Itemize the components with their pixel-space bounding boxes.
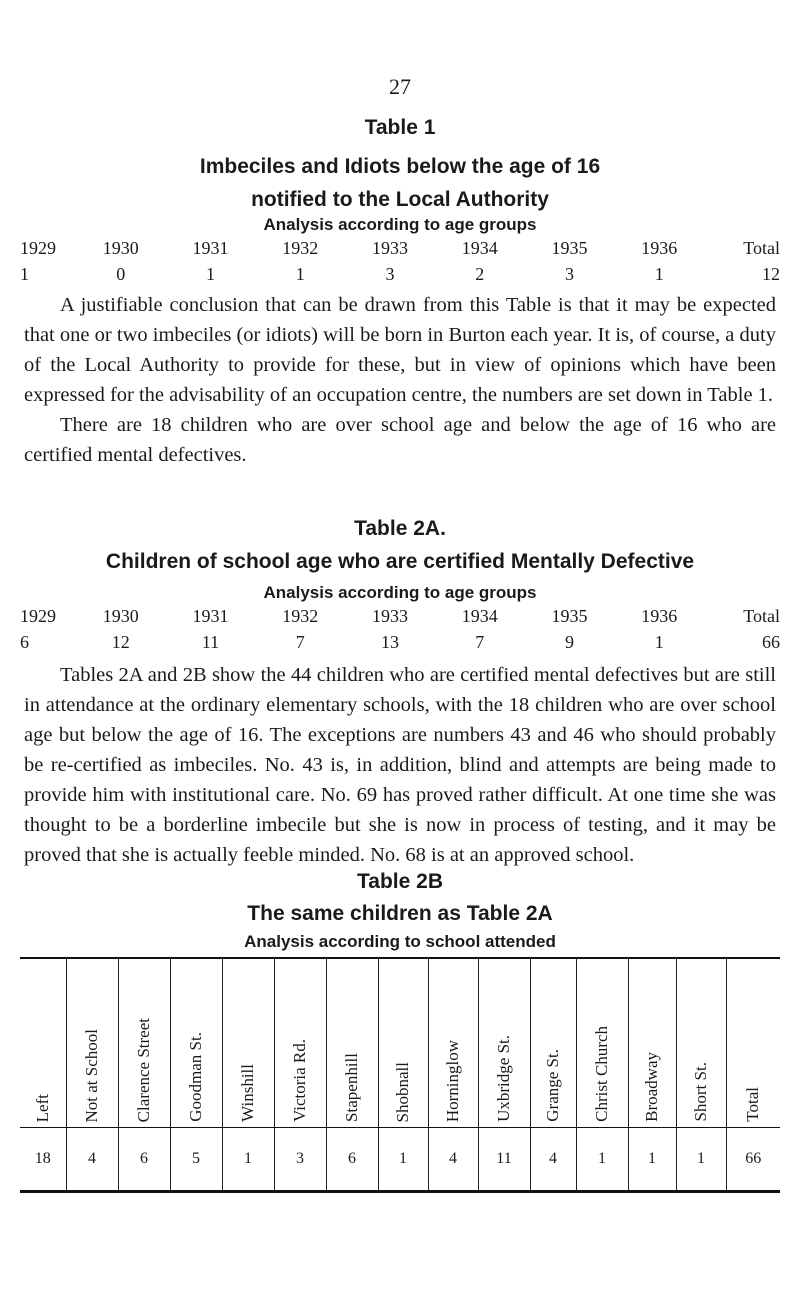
school-column-header	[222, 958, 274, 1128]
table2a-title: Children of school age who are certified Mentally Defective	[105, 550, 695, 573]
school-column-label: Short St.	[691, 1062, 710, 1122]
table2b-title: The same children as Table 2A	[247, 902, 553, 925]
table2a-count-3: 7	[295, 632, 305, 652]
school-count-cell: 4	[66, 1128, 118, 1192]
table2a-year-1: 1930	[102, 606, 139, 626]
school-column-label: Goodman St.	[186, 1032, 205, 1122]
school-table	[20, 957, 780, 1193]
table2a-count-8: 66	[762, 632, 780, 652]
school-column-label: Uxbridge St.	[494, 1035, 513, 1122]
school-column-header	[274, 958, 326, 1128]
table1-year-8: Total	[743, 238, 780, 258]
table1-year-4: 1933	[372, 238, 408, 258]
school-column-label: Victoria Rd.	[290, 1038, 309, 1122]
table1-count-1: 0	[116, 264, 126, 284]
school-column-label: Left	[32, 1093, 52, 1122]
school-count-cell: 1	[628, 1128, 676, 1192]
table2a-year-2: 1931	[192, 606, 229, 626]
school-column-label: Shobnall	[393, 1061, 412, 1122]
school-column-header	[726, 958, 780, 1128]
school-column-header	[118, 958, 170, 1128]
school-column-header	[428, 958, 478, 1128]
table1-year-2: 1931	[192, 238, 229, 258]
school-column-label: Total	[743, 1087, 763, 1122]
table2a-count-6: 9	[565, 632, 574, 652]
table2a-count-1: 12	[111, 632, 130, 652]
school-count-cell: 1	[378, 1128, 428, 1192]
table1-count-6: 3	[565, 264, 574, 284]
table1-year-3: 1932	[282, 238, 319, 258]
school-column-header	[478, 958, 530, 1128]
table1-year-5: 1934	[461, 238, 498, 258]
table2b-heading: Table 2B	[357, 870, 443, 893]
school-count-cell: 6	[118, 1128, 170, 1192]
school-table-value-row	[20, 1128, 780, 1192]
table1-year-6: 1935	[551, 238, 588, 258]
table2a-year-4: 1933	[372, 606, 408, 626]
table1-count-3: 1	[295, 264, 305, 284]
school-column-header	[378, 958, 428, 1128]
school-column-header	[530, 958, 576, 1128]
school-column-label: Stapenhill	[342, 1053, 361, 1122]
table2a-count-0: 6	[20, 632, 29, 652]
school-count-cell: 5	[170, 1128, 222, 1192]
table1-heading: Table 1	[364, 116, 436, 139]
school-column-header	[576, 958, 628, 1128]
table1-count-8: 12	[762, 264, 780, 284]
table1-subtitle: Analysis according to age groups	[263, 215, 537, 234]
table1-year-0: 1929	[20, 238, 56, 258]
table1-count-4: 3	[385, 264, 395, 284]
table1-count-0: 1	[20, 264, 29, 284]
table1-year-7: 1936	[641, 238, 678, 258]
school-count-cell: 1	[676, 1128, 726, 1192]
school-count-cell: 3	[274, 1128, 326, 1192]
school-column-header	[628, 958, 676, 1128]
table2a-heading: Table 2A.	[354, 517, 446, 540]
school-column-label: Not at School	[82, 1028, 101, 1122]
school-column-label: Clarence Street	[134, 1017, 153, 1122]
paragraph-3: Tables 2A and 2B show the 44 children who are certified mental defectives but are still in attendance at the ordinary elementary schools, with the 18 children who are over school age but below the age of 16. The exceptions are numbers 43 and 46 who should probably be re-certified as imbeciles. No. 43 is, in addition, blind and attempts are being made to provide him with institutional care. No. 69 has proved rather difficult. At one time she was thought to be a borderline imbecile but she is now in process of testing, and it may be proved that she is actually feeble minded. No. 68 is at an approved school.	[24, 664, 776, 866]
school-column-header	[170, 958, 222, 1128]
school-table-header-row	[20, 958, 780, 1128]
school-column-label: Horninglow	[443, 1039, 462, 1122]
school-count-cell: 4	[530, 1128, 576, 1192]
body-text-1	[24, 290, 776, 470]
table1-count-5: 2	[475, 264, 485, 284]
school-column-label: Christ Church	[592, 1026, 611, 1122]
school-column-header	[66, 958, 118, 1128]
table2a-year-8: Total	[743, 606, 780, 626]
table2a-year-3: 1932	[282, 606, 319, 626]
table2a-year-6: 1935	[551, 606, 588, 626]
table2a-count-row	[20, 632, 780, 653]
table2a-year-7: 1936	[641, 606, 678, 626]
table2a-count-4: 13	[381, 632, 399, 652]
school-column-header	[326, 958, 378, 1128]
school-column-header	[20, 958, 66, 1128]
school-count-cell: 1	[576, 1128, 628, 1192]
school-count-cell: 11	[478, 1128, 530, 1192]
table2a-year-0: 1929	[20, 606, 56, 626]
body-text-2	[24, 660, 776, 870]
table2b-subtitle: Analysis according to school attended	[244, 932, 556, 951]
table1-year-row	[20, 238, 780, 259]
page-number: 27	[389, 74, 411, 99]
table2a-count-7: 1	[654, 632, 664, 652]
table1-count-7: 1	[654, 264, 664, 284]
paragraph-2: There are 18 children who are over school age and below the age of 16 who are certified mental defectives.	[24, 414, 776, 466]
school-count-cell: 1	[222, 1128, 274, 1192]
school-column-label: Winshill	[238, 1064, 257, 1122]
school-count-cell: 4	[428, 1128, 478, 1192]
table2a-year-row	[20, 606, 780, 627]
table1-count-row	[20, 264, 780, 285]
school-count-cell: 18	[20, 1128, 66, 1192]
table2a-year-5: 1934	[461, 606, 498, 626]
table1-title: Imbeciles and Idiots below the age of 16 notified to the Local Authority	[199, 155, 601, 211]
school-column-label: Broadway	[642, 1052, 661, 1122]
table2a-subtitle: Analysis according to age groups	[263, 583, 537, 602]
table2a-count-2: 11	[201, 632, 220, 652]
paragraph-1: A justifiable conclusion that can be drawn from this Table is that it may be expected that one or two imbeciles (or idiots) will be born in Burton each year. It is, of course, a duty of the Local Authority to provide for these, but in view of opinions which have been expressed for the advisability of an occupation centre, the numbers are set down in Table 1.	[24, 294, 776, 406]
school-count-cell: 66	[726, 1128, 780, 1192]
school-column-header	[676, 958, 726, 1128]
table2a-count-5: 7	[475, 632, 485, 652]
school-count-cell: 6	[326, 1128, 378, 1192]
school-column-label: Grange St.	[543, 1049, 562, 1122]
table1-count-2: 1	[206, 264, 215, 284]
table1-year-1: 1930	[102, 238, 139, 258]
